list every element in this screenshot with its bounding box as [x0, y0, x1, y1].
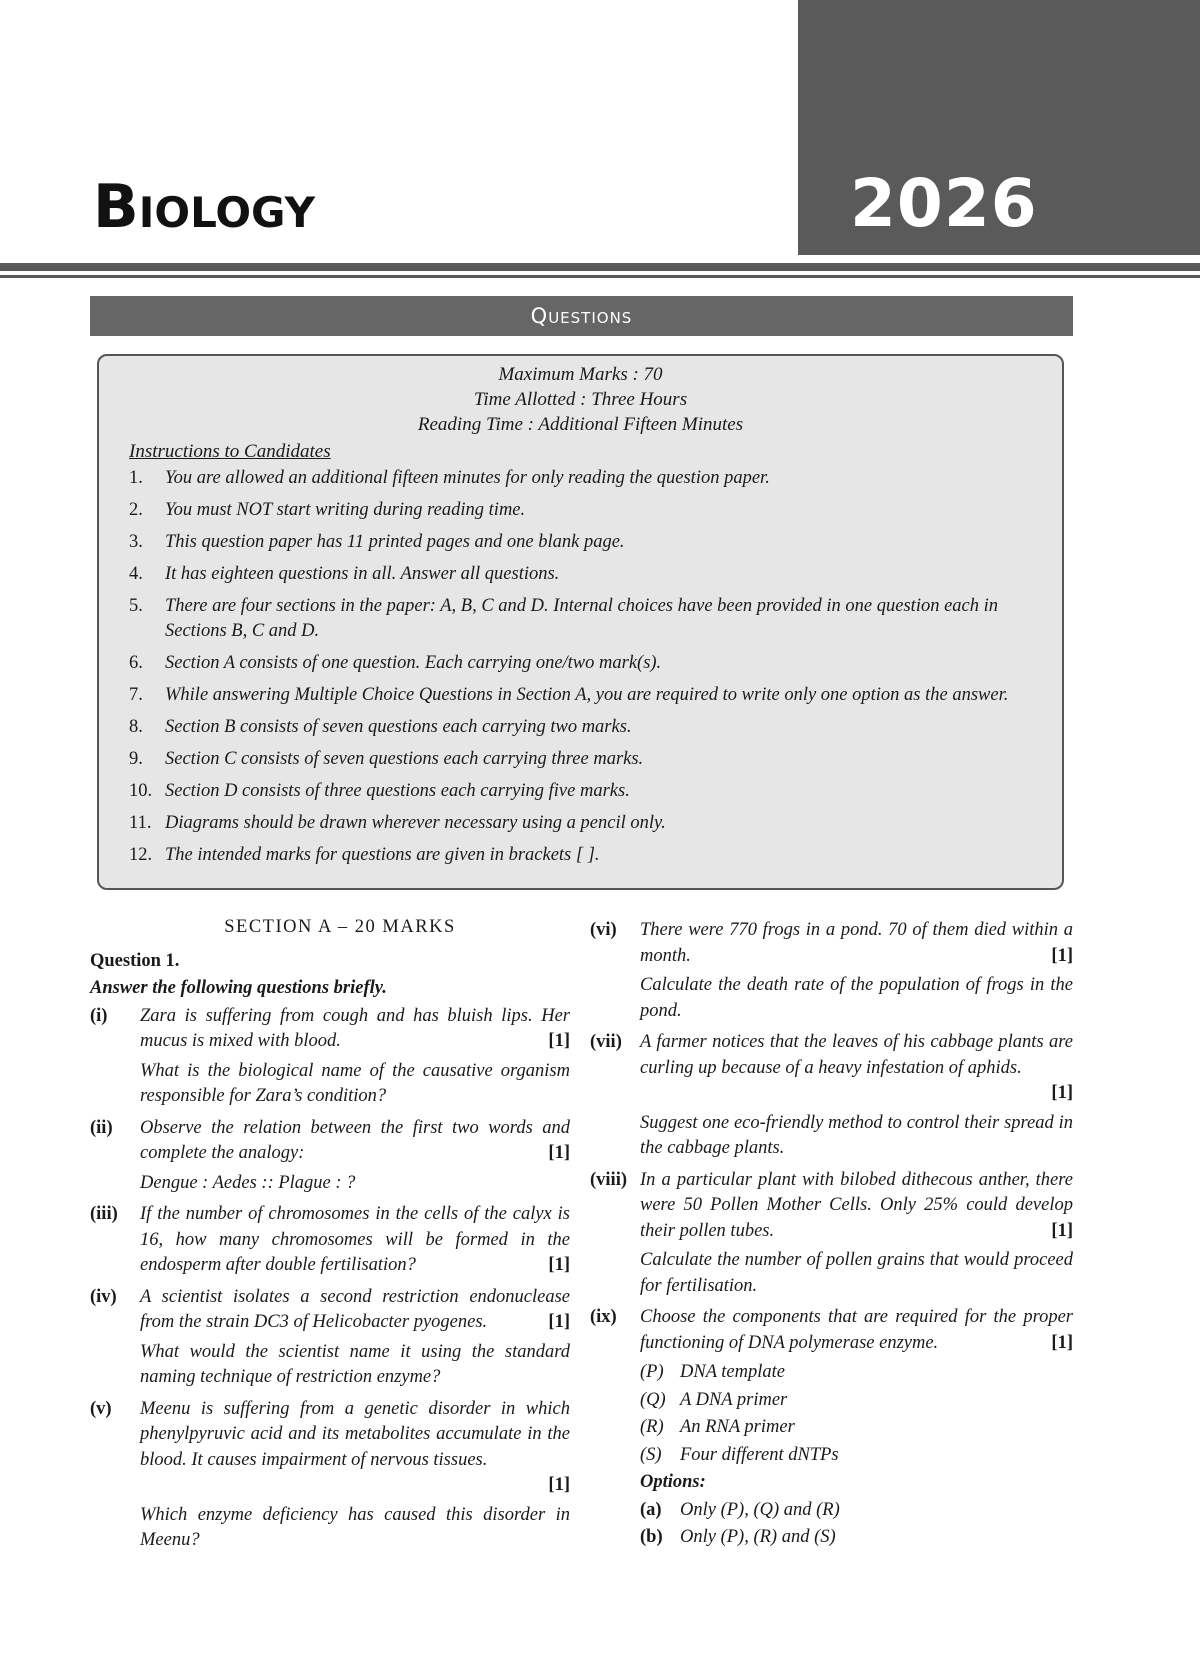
instruction-item [129, 843, 1034, 868]
item-marks: [1] [548, 1255, 570, 1275]
item-number: (viii) [590, 1169, 627, 1190]
instruction-item [129, 715, 1034, 740]
instructions-box [97, 354, 1064, 890]
instruction-text: You must NOT start writing during reading time. [165, 500, 526, 520]
component-text: Four different dNTPs [680, 1444, 839, 1465]
instruction-number: 10. [129, 781, 153, 801]
question-item [90, 1116, 570, 1197]
instructions-list [129, 466, 1034, 875]
item-marks: [1] [1051, 1083, 1073, 1103]
instruction-number: 7. [129, 685, 143, 705]
right-column [590, 918, 1073, 1559]
instruction-text: Section C consists of seven questions each carrying three marks. [165, 749, 644, 769]
item-text: Choose the components that are required for the proper functioning of DNA polymerase enzyme. [640, 1307, 1073, 1353]
questions-band: Questions [90, 296, 1073, 336]
max-marks: Maximum Marks : 70 [498, 364, 663, 385]
question-number: Question 1. [90, 950, 180, 971]
time-allotted: Time Allotted : Three Hours [473, 389, 688, 410]
left-column [90, 915, 570, 1560]
instruction-number: 1. [129, 468, 143, 488]
reading-time: Reading Time : Additional Fifteen Minutes [417, 414, 744, 435]
components-list [640, 1360, 1073, 1468]
instruction-item [129, 498, 1034, 523]
instruction-text: Section D consists of three questions each carrying five marks. [165, 781, 630, 801]
exam-year: 2026 [850, 165, 1038, 242]
instruction-item [129, 651, 1034, 676]
instruction-item [129, 683, 1034, 708]
header-divider-thin [0, 275, 1200, 278]
component-label: (R) [640, 1417, 664, 1437]
instruction-number: 9. [129, 749, 143, 769]
question-item [590, 1030, 1073, 1162]
component-item [640, 1388, 1073, 1414]
item-marks: [1] [548, 1475, 570, 1495]
instruction-item [129, 811, 1034, 836]
instruction-number: 2. [129, 500, 143, 520]
instruction-number: 12. [129, 845, 153, 865]
item-text: There were 770 frogs in a pond. 70 of them died within a month. [640, 920, 1073, 966]
instruction-text: The intended marks for questions are given in brackets [ ]. [165, 845, 600, 865]
item-text: A farmer notices that the leaves of his cabbage plants are curling up because of a heavy infestation of aphids. [640, 1032, 1073, 1078]
instruction-item [129, 562, 1034, 587]
header-divider [0, 263, 1200, 271]
option-text: Only (P), (Q) and (R) [680, 1499, 840, 1520]
item-marks: [1] [548, 1143, 570, 1163]
question-item [590, 918, 1073, 1024]
item-follow-up: Calculate the death rate of the population of frogs in the pond. [640, 975, 1073, 1021]
component-item [640, 1443, 1073, 1469]
instruction-number: 11. [129, 813, 152, 833]
instruction-item [129, 779, 1034, 804]
instruction-text: You are allowed an additional fifteen minutes for only reading the question paper. [165, 468, 770, 488]
option-text: Only (P), (R) and (S) [680, 1527, 836, 1547]
item-marks: [1] [1051, 1332, 1073, 1353]
item-text: A scientist isolates a second restriction endonuclease from the strain DC3 of Helicobacter pyogenes. [140, 1286, 570, 1332]
instruction-text: Section B consists of seven questions each carrying two marks. [165, 717, 632, 737]
instruction-number: 5. [129, 596, 143, 616]
instruction-text: There are four sections in the paper: A, B, C and D. Internal choices have been provided in one question each in Sections B, C and D. [165, 596, 999, 641]
item-text: Zara is suffering from cough and has bluish lips. Her mucus is mixed with blood. [140, 1005, 570, 1051]
question-item [90, 1202, 570, 1279]
instruction-number: 6. [129, 653, 143, 673]
item-text: Meenu is suffering from a genetic disorder in which phenylpyruvic acid and its metabolites accumulate in the blood. It causes impairment of nervous tissues. [140, 1398, 570, 1470]
instruction-text: While answering Multiple Choice Questions in Section A, you are required to write only one option as the answer. [165, 685, 1009, 705]
question-item [90, 1397, 570, 1554]
option-item [640, 1525, 1073, 1551]
instruction-text: Diagrams should be drawn wherever necessary using a pencil only. [165, 813, 666, 833]
instruction-number: 8. [129, 717, 143, 737]
item-number: (iii) [90, 1204, 118, 1224]
component-label: (P) [640, 1362, 664, 1382]
item-text: If the number of chromosomes in the cells of the calyx is 16, how many chromosomes will be formed in the endosperm after double fertilisation? [140, 1204, 570, 1275]
instruction-item [129, 747, 1034, 772]
question-item [590, 1305, 1073, 1553]
question-item [90, 1285, 570, 1391]
item-number: (iv) [90, 1286, 117, 1307]
option-label: (a) [640, 1499, 662, 1520]
item-marks: [1] [548, 1031, 570, 1051]
options-heading: Options: [640, 1472, 706, 1492]
component-text: A DNA primer [680, 1389, 788, 1410]
component-label: (Q) [640, 1389, 666, 1410]
item-marks: [1] [1051, 1220, 1073, 1241]
item-follow-up: Dengue : Aedes :: Plague : ? [140, 1172, 356, 1193]
item-marks: [1] [548, 1312, 570, 1332]
instruction-item [129, 594, 1034, 644]
component-label: (S) [640, 1444, 662, 1465]
item-number: (vii) [590, 1032, 622, 1052]
component-item [640, 1415, 1073, 1441]
instruction-item [129, 466, 1034, 491]
subject-title: Biology [93, 172, 315, 242]
item-text: Observe the relation between the first two words and complete the analogy: [140, 1117, 570, 1163]
section-heading: SECTION A – 20 MARKS [224, 917, 456, 937]
component-text: DNA template [680, 1362, 785, 1382]
item-follow-up: What is the biological name of the causative organism responsible for Zara’s condition? [140, 1060, 570, 1106]
option-item [640, 1498, 1073, 1524]
item-text: In a particular plant with bilobed dithecous anther, there were 50 Pollen Mother Cells. Only 25% could develop their pollen tubes. [640, 1169, 1073, 1241]
instruction-item [129, 530, 1034, 555]
component-text: An RNA primer [680, 1417, 795, 1437]
question-item [590, 1168, 1073, 1300]
item-number: (vi) [590, 920, 617, 940]
item-follow-up: What would the scientist name it using the standard naming technique of restriction enzyme? [140, 1341, 570, 1387]
question-instruction: Answer the following questions briefly. [90, 978, 387, 998]
item-follow-up: Suggest one eco-friendly method to control their spread in the cabbage plants. [640, 1112, 1073, 1158]
instruction-text: It has eighteen questions in all. Answer all questions. [165, 564, 560, 584]
item-number: (i) [90, 1005, 108, 1026]
option-label: (b) [640, 1527, 663, 1547]
instruction-text: This question paper has 11 printed pages and one blank page. [165, 532, 625, 552]
instructions-title: Instructions to Candidates [129, 441, 331, 462]
instruction-number: 3. [129, 532, 143, 552]
instruction-text: Section A consists of one question. Each carrying one/two mark(s). [165, 653, 662, 673]
item-number: (ix) [590, 1307, 617, 1327]
item-number: (v) [90, 1398, 112, 1419]
item-marks: [1] [1051, 945, 1073, 966]
component-item [640, 1360, 1073, 1386]
question-item [90, 1004, 570, 1110]
item-follow-up: Which enzyme deficiency has caused this disorder in Meenu? [140, 1504, 570, 1550]
instruction-number: 4. [129, 564, 143, 584]
item-number: (ii) [90, 1117, 113, 1138]
item-follow-up: Calculate the number of pollen grains that would proceed for fertilisation. [640, 1250, 1073, 1296]
